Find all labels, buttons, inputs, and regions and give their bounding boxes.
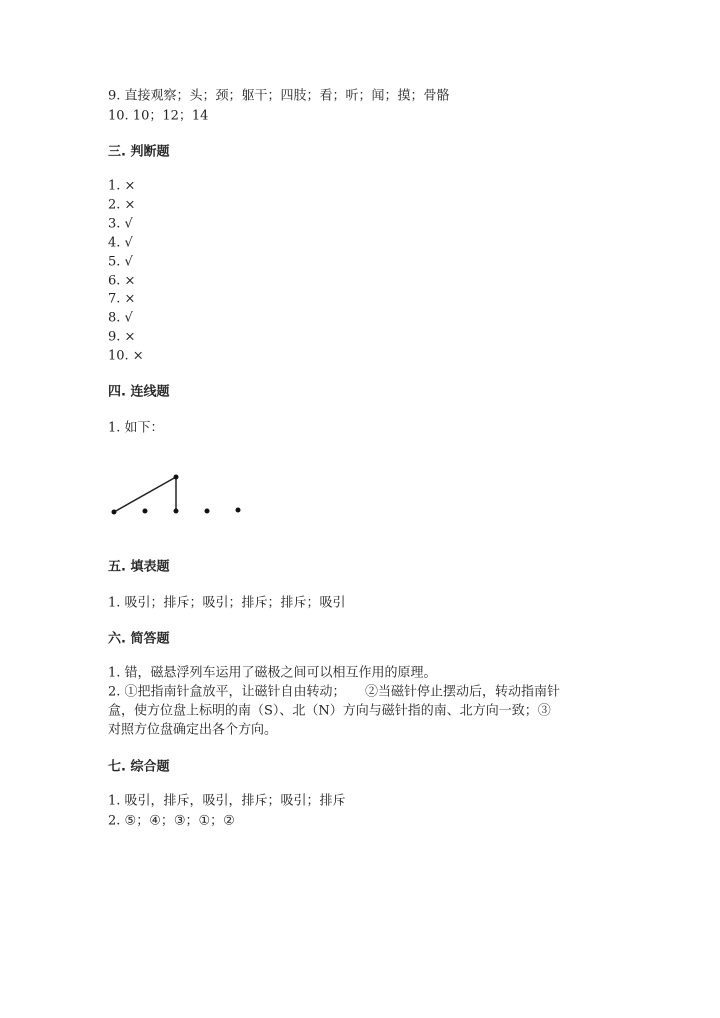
judgement-item: 7. ×	[108, 291, 136, 307]
judgement-item: 1. ×	[108, 178, 136, 194]
judgement-item: 3. √	[108, 216, 133, 232]
judgement-item: 10. ×	[108, 348, 144, 364]
section-title: 四. 连线题	[108, 384, 170, 400]
answer-line: 盒，使方位盘上标明的南（S）、北（N）方向与磁针指的南、北方向一致；③	[108, 703, 551, 719]
judgement-item: 2. ×	[108, 197, 136, 213]
dot	[143, 509, 148, 514]
answer-line: 2. ①把指南针盒放平，让磁针自由转动； ②当磁针停止摆动后，转动指南针	[108, 684, 561, 700]
answer-line: 对照方位盘确定出各个方向。	[108, 722, 278, 738]
judgement-item: 9. ×	[108, 329, 136, 345]
answer-line: 1. 错，磁悬浮列车运用了磁极之间可以相互作用的原理。	[108, 665, 437, 681]
judgement-item: 6. ×	[108, 273, 136, 289]
answer-line: 1. 吸引，排斥，吸引，排斥；吸引；排斥	[108, 793, 346, 809]
answer-line: 1. 如下：	[108, 420, 164, 436]
judgement-item: 4. √	[108, 235, 133, 251]
section-title: 五. 填表题	[108, 559, 170, 575]
dot	[236, 508, 241, 513]
judgement-item: 8. √	[108, 310, 133, 326]
dot	[112, 510, 117, 515]
answer-line: 2. ⑤；④；③；①；②	[108, 813, 235, 829]
section-title: 三. 判断题	[108, 144, 170, 160]
judgement-item: 5. √	[108, 254, 133, 270]
section-title: 七. 综合题	[108, 759, 170, 775]
dot	[205, 509, 210, 514]
dot	[174, 509, 179, 514]
answer-line: 10. 10；12；14	[108, 108, 209, 124]
section-title: 六. 简答题	[108, 631, 170, 647]
answer-line: 1. 吸引；排斥；吸引；排斥；排斥；吸引	[108, 595, 346, 611]
dot	[174, 475, 179, 480]
answer-line: 9. 直接观察；头；颈；躯干；四肢；看；听；闻；摸；骨骼	[108, 88, 450, 104]
